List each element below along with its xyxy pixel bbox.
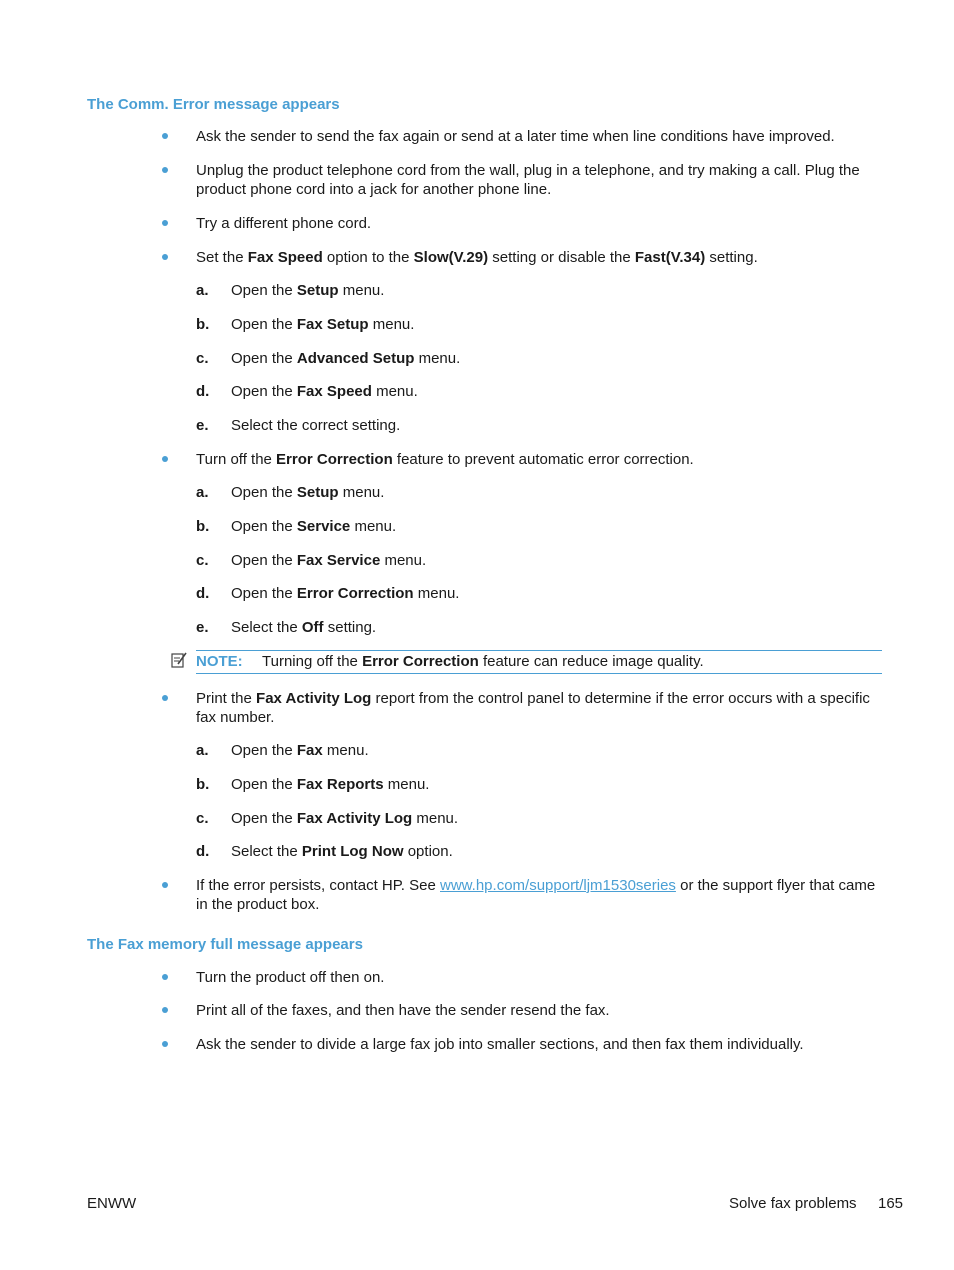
step-text: Open the Advanced Setup menu. [231,350,461,367]
step-text: Select the Off setting. [231,619,377,636]
step-text: Open the Fax Service menu. [231,552,427,569]
bullet-icon [162,882,168,888]
step-letter: d. [196,585,210,602]
list-item: Turn the product off then on. [196,969,385,986]
note-text: Turning off the Error Correction feature can reduce image quality. [262,653,704,670]
bullet-icon [162,254,168,260]
footer-left: ENWW [87,1195,137,1212]
note-bottom-rule [196,673,882,674]
footer-section-title: Solve fax problems [729,1195,857,1212]
step-letter: b. [196,518,210,535]
bullet-icon [162,456,168,462]
step-letter: a. [196,484,209,501]
bullet-icon [162,1007,168,1013]
page-number: 165 [878,1195,904,1212]
step-letter: a. [196,282,209,299]
note-label: NOTE: [196,653,243,670]
step-text: Select the correct setting. [231,417,401,434]
step-text: Open the Setup menu. [231,282,385,299]
list-item: Ask the sender to divide a large fax job into smaller sections, and then fax them individually. [196,1036,804,1053]
step-text: Open the Fax Setup menu. [231,316,415,333]
section-heading-memory-full: The Fax memory full message appears [87,936,363,953]
step-letter: b. [196,316,210,333]
list-item: Unplug the product telephone cord from the wall, plug in a telephone, and try making a call. Plug the product phone cord into a jack for another phone line. [196,162,860,198]
step-text: Open the Setup menu. [231,484,385,501]
step-text: Open the Fax menu. [231,742,369,759]
list-item: Try a different phone cord. [196,215,372,232]
step-letter: c. [196,810,209,827]
step-letter: b. [196,776,210,793]
list-item: Set the Fax Speed option to the Slow(V.29) setting or disable the Fast(V.34) setting. [196,249,758,266]
step-text: Select the Print Log Now option. [231,843,453,860]
list-item: If the error persists, contact HP. See www.hp.com/support/ljm1530series or the support flyer that came in the product box. [196,877,876,913]
step-text: Open the Fax Speed menu. [231,383,418,400]
list-item: Print the Fax Activity Log report from the control panel to determine if the error occurs with a specific fax number. [196,690,870,726]
list-item: Turn off the Error Correction feature to prevent automatic error correction. [196,451,694,468]
bullet-icon [162,974,168,980]
step-letter: c. [196,350,209,367]
bullet-icon [162,167,168,173]
support-link[interactable]: www.hp.com/support/ljm1530series [440,877,676,894]
note-top-rule [196,650,882,651]
bullet-icon [162,1041,168,1047]
step-letter: e. [196,619,209,636]
note-pencil-icon [170,651,188,669]
step-text: Open the Fax Activity Log menu. [231,810,459,827]
step-letter: d. [196,383,210,400]
step-letter: c. [196,552,209,569]
step-text: Open the Fax Reports menu. [231,776,430,793]
step-letter: a. [196,742,209,759]
step-letter: d. [196,843,210,860]
bullet-icon [162,133,168,139]
section-heading-comm-error: The Comm. Error message appears [87,96,340,113]
bullet-icon [162,220,168,226]
step-text: Open the Error Correction menu. [231,585,460,602]
list-item: Print all of the faxes, and then have the sender resend the fax. [196,1002,610,1019]
list-item: Ask the sender to send the fax again or send at a later time when line conditions have improved. [196,128,835,145]
step-letter: e. [196,417,209,434]
step-text: Open the Service menu. [231,518,397,535]
bullet-icon [162,695,168,701]
